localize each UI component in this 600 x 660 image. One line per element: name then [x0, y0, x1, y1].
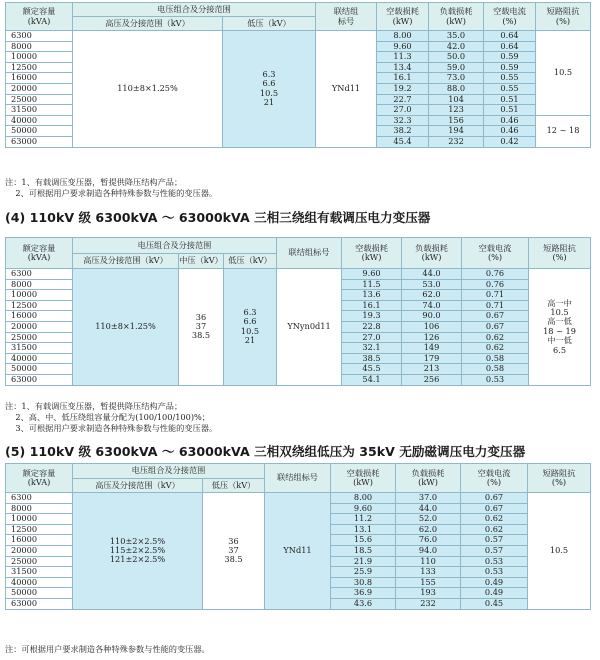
load-loss-cell: 53.0	[402, 279, 462, 290]
load-loss-cell: 232	[429, 136, 484, 147]
noload-current-cell: 0.71	[462, 300, 529, 311]
header-capacity: 额定容量 (kVA)	[6, 3, 73, 31]
noload-current-cell: 0.59	[484, 52, 536, 63]
noload-current-cell: 0.53	[462, 374, 529, 385]
capacity-cell: 20000	[6, 321, 73, 332]
load-loss-cell: 74.0	[402, 300, 462, 311]
vector-group-cell: YNd11	[265, 493, 331, 610]
load-loss-cell: 62.0	[402, 290, 462, 301]
noload-loss-cell: 13.1	[331, 524, 396, 535]
header-lv: 低压（kV）	[224, 254, 277, 269]
noload-loss-cell: 38.2	[377, 126, 429, 137]
load-loss-cell: 123	[429, 105, 484, 116]
hv-range-cell: 110±8×1.25%	[73, 31, 223, 148]
noload-current-cell: 0.51	[484, 105, 536, 116]
table-row	[6, 269, 591, 280]
header-hv: 高压及分接范围（kV）	[73, 17, 223, 31]
noload-loss-cell: 30.8	[331, 577, 396, 588]
capacity-cell: 8000	[6, 279, 73, 290]
noload-current-cell: 0.46	[484, 126, 536, 137]
noload-current-cell: 0.62	[461, 514, 528, 525]
load-loss-cell: 37.0	[396, 493, 461, 504]
noload-loss-cell: 9.60	[342, 269, 402, 280]
section-4-title: (4) 110kV 级 6300kVA ～ 63000kVA 三相三绕组有载调压电力变压器	[5, 210, 431, 225]
noload-loss-cell: 54.1	[342, 374, 402, 385]
noload-current-cell: 0.67	[462, 311, 529, 322]
mv-cell: 36 37 38.5	[179, 269, 224, 386]
header-impedance: 短路阻抗 (%)	[528, 464, 591, 493]
capacity-cell: 10000	[6, 514, 73, 525]
noload-loss-cell: 13.4	[377, 62, 429, 73]
load-loss-cell: 42.0	[429, 41, 484, 52]
load-loss-cell: 94.0	[396, 545, 461, 556]
load-loss-cell: 106	[402, 321, 462, 332]
noload-loss-cell: 8.00	[331, 493, 396, 504]
capacity-cell: 40000	[6, 577, 73, 588]
header-capacity: 额定容量 (kVA)	[6, 238, 73, 269]
noload-loss-cell: 8.00	[377, 31, 429, 42]
capacity-cell: 50000	[6, 126, 73, 137]
load-loss-cell: 149	[402, 343, 462, 354]
noload-current-cell: 0.57	[461, 545, 528, 556]
table1-notes: 注：1、有载调压变压器，暂提供降压结构产品； 2、可根据用户要求制造各种特殊参数与性能的变压器。	[5, 177, 218, 198]
table2-notes: 注：1、有载调压变压器，暂提供降压结构产品； 2、高、中、低压绕组容量分配为(100/100/100)%； 3、可根据用户要求制造各种特殊参数与性能的变压器。	[5, 401, 218, 433]
lv-cell: 36 37 38.5	[203, 493, 265, 610]
noload-loss-cell: 15.6	[331, 535, 396, 546]
noload-loss-cell: 36.9	[331, 588, 396, 599]
noload-current-cell: 0.76	[462, 279, 529, 290]
table3-notes: 注：可根据用户要求制造各种特殊参数与性能的变压器。	[5, 644, 210, 654]
lv-cell: 6.3 6.6 10.5 21	[224, 269, 277, 386]
capacity-cell: 16000	[6, 311, 73, 322]
noload-current-cell: 0.46	[484, 115, 536, 126]
noload-current-cell: 0.55	[484, 73, 536, 84]
header-voltage-group: 电压组合及分接范围	[73, 464, 265, 479]
capacity-cell: 50000	[6, 588, 73, 599]
load-loss-cell: 59.0	[429, 62, 484, 73]
header-vector-group: 联结组标号	[265, 464, 331, 493]
noload-loss-cell: 11.5	[342, 279, 402, 290]
capacity-cell: 12500	[6, 62, 73, 73]
table-body	[6, 493, 591, 610]
load-loss-cell: 232	[396, 598, 461, 609]
noload-current-cell: 0.58	[462, 353, 529, 364]
table-body	[6, 269, 591, 386]
noload-current-cell: 0.49	[461, 588, 528, 599]
header-vector-group: 联结组 标号	[316, 3, 377, 31]
noload-loss-cell: 9.60	[331, 503, 396, 514]
noload-loss-cell: 13.6	[342, 290, 402, 301]
load-loss-cell: 133	[396, 567, 461, 578]
capacity-cell: 25000	[6, 94, 73, 105]
capacity-cell: 31500	[6, 343, 73, 354]
load-loss-cell: 35.0	[429, 31, 484, 42]
capacity-cell: 63000	[6, 374, 73, 385]
impedance-cell: 10.5	[528, 493, 591, 610]
capacity-cell: 20000	[6, 83, 73, 94]
noload-current-cell: 0.57	[461, 535, 528, 546]
noload-current-cell: 0.62	[461, 524, 528, 535]
load-loss-cell: 88.0	[429, 83, 484, 94]
load-loss-cell: 156	[429, 115, 484, 126]
header-load-loss: 负载损耗 (kW)	[429, 3, 484, 31]
capacity-cell: 6300	[6, 269, 73, 280]
capacity-cell: 8000	[6, 503, 73, 514]
table-body	[6, 31, 591, 148]
noload-loss-cell: 32.3	[377, 115, 429, 126]
spec-table-1	[5, 2, 591, 148]
capacity-cell: 6300	[6, 493, 73, 504]
load-loss-cell: 194	[429, 126, 484, 137]
noload-current-cell: 0.53	[461, 567, 528, 578]
noload-loss-cell: 25.9	[331, 567, 396, 578]
noload-current-cell: 0.59	[484, 62, 536, 73]
spec-table-3	[5, 463, 591, 610]
capacity-cell: 10000	[6, 52, 73, 63]
noload-current-cell: 0.71	[462, 290, 529, 301]
noload-loss-cell: 43.6	[331, 598, 396, 609]
capacity-cell: 6300	[6, 31, 73, 42]
noload-loss-cell: 18.5	[331, 545, 396, 556]
header-impedance: 短路阻抗 (%)	[529, 238, 591, 269]
noload-loss-cell: 16.1	[342, 300, 402, 311]
noload-current-cell: 0.62	[462, 332, 529, 343]
load-loss-cell: 44.0	[396, 503, 461, 514]
noload-loss-cell: 22.8	[342, 321, 402, 332]
load-loss-cell: 62.0	[396, 524, 461, 535]
section-5-title: (5) 110kV 级 6300kVA ～ 63000kVA 三相双绕组低压为 35kV 无励磁调压电力变压器	[5, 444, 526, 459]
noload-current-cell: 0.49	[461, 577, 528, 588]
capacity-cell: 40000	[6, 115, 73, 126]
capacity-cell: 12500	[6, 524, 73, 535]
header-lv: 低压（kV）	[203, 479, 265, 493]
noload-current-cell: 0.42	[484, 136, 536, 147]
header-voltage-group: 电压组合及分接范围	[73, 238, 277, 254]
load-loss-cell: 213	[402, 364, 462, 375]
header-hv: 高压及分接范围（kV）	[73, 254, 179, 269]
noload-current-cell: 0.67	[461, 493, 528, 504]
noload-loss-cell: 9.60	[377, 41, 429, 52]
noload-current-cell: 0.64	[484, 41, 536, 52]
load-loss-cell: 155	[396, 577, 461, 588]
load-loss-cell: 110	[396, 556, 461, 567]
spec-table-2	[5, 237, 591, 386]
header-noload-current: 空载电流 (%)	[484, 3, 536, 31]
header-load-loss: 负载损耗 (kW)	[402, 238, 462, 269]
header-hv: 高压及分接范围（kV）	[73, 479, 203, 493]
noload-loss-cell: 22.7	[377, 94, 429, 105]
noload-current-cell: 0.45	[461, 598, 528, 609]
header-noload-current: 空载电流 (%)	[461, 464, 528, 493]
noload-current-cell: 0.76	[462, 269, 529, 280]
load-loss-cell: 126	[402, 332, 462, 343]
noload-current-cell: 0.67	[461, 503, 528, 514]
capacity-cell: 20000	[6, 545, 73, 556]
load-loss-cell: 256	[402, 374, 462, 385]
header-impedance: 短路阻抗 (%)	[536, 3, 591, 31]
capacity-cell: 16000	[6, 535, 73, 546]
capacity-cell: 63000	[6, 598, 73, 609]
noload-loss-cell: 45.4	[377, 136, 429, 147]
load-loss-cell: 104	[429, 94, 484, 105]
capacity-cell: 8000	[6, 41, 73, 52]
capacity-cell: 40000	[6, 353, 73, 364]
capacity-cell: 31500	[6, 567, 73, 578]
noload-loss-cell: 27.0	[342, 332, 402, 343]
table-row	[6, 493, 591, 504]
capacity-cell: 25000	[6, 556, 73, 567]
impedance-cell: 12 ~ 18	[536, 115, 591, 147]
capacity-cell: 31500	[6, 105, 73, 116]
noload-loss-cell: 19.2	[377, 83, 429, 94]
load-loss-cell: 50.0	[429, 52, 484, 63]
load-loss-cell: 179	[402, 353, 462, 364]
impedance-cell: 10.5	[536, 31, 591, 116]
impedance-cell: 高一中 10.5 高一低 18 ~ 19 中一低 6.5	[529, 269, 591, 386]
header-noload-current: 空载电流 (%)	[462, 238, 529, 269]
vector-group-cell: YNyn0d11	[277, 269, 342, 386]
hv-range-cell: 110±8×1.25%	[73, 269, 179, 386]
header-lv: 低压（kV）	[223, 17, 316, 31]
header-voltage-group: 电压组合及分接范围	[73, 3, 316, 17]
capacity-cell: 10000	[6, 290, 73, 301]
capacity-cell: 50000	[6, 364, 73, 375]
noload-loss-cell: 38.5	[342, 353, 402, 364]
header-load-loss: 负载损耗 (kW)	[396, 464, 461, 493]
load-loss-cell: 73.0	[429, 73, 484, 84]
vector-group-cell: YNd11	[316, 31, 377, 148]
noload-loss-cell: 27.0	[377, 105, 429, 116]
lv-cell: 6.3 6.6 10.5 21	[223, 31, 316, 148]
hv-range-cell: 110±2×2.5% 115±2×2.5% 121±2×2.5%	[73, 493, 203, 610]
noload-loss-cell: 21.9	[331, 556, 396, 567]
header-vector-group: 联结组标号	[277, 238, 342, 269]
load-loss-cell: 52.0	[396, 514, 461, 525]
load-loss-cell: 76.0	[396, 535, 461, 546]
noload-current-cell: 0.51	[484, 94, 536, 105]
table-row	[6, 31, 591, 42]
capacity-cell: 12500	[6, 300, 73, 311]
capacity-cell: 25000	[6, 332, 73, 343]
header-mv: 中压（kV）	[179, 254, 224, 269]
noload-loss-cell: 11.2	[331, 514, 396, 525]
noload-current-cell: 0.53	[461, 556, 528, 567]
noload-loss-cell: 32.1	[342, 343, 402, 354]
load-loss-cell: 90.0	[402, 311, 462, 322]
header-noload-loss: 空载损耗 (kW)	[342, 238, 402, 269]
header-capacity: 额定容量 (kVA)	[6, 464, 73, 493]
noload-current-cell: 0.55	[484, 83, 536, 94]
header-noload-loss: 空载损耗 (kW)	[377, 3, 429, 31]
load-loss-cell: 44.0	[402, 269, 462, 280]
load-loss-cell: 193	[396, 588, 461, 599]
noload-loss-cell: 45.5	[342, 364, 402, 375]
noload-current-cell: 0.62	[462, 343, 529, 354]
capacity-cell: 16000	[6, 73, 73, 84]
noload-current-cell: 0.58	[462, 364, 529, 375]
noload-loss-cell: 11.3	[377, 52, 429, 63]
header-noload-loss: 空载损耗 (kW)	[331, 464, 396, 493]
noload-loss-cell: 16.1	[377, 73, 429, 84]
noload-current-cell: 0.64	[484, 31, 536, 42]
noload-loss-cell: 19.3	[342, 311, 402, 322]
noload-current-cell: 0.67	[462, 321, 529, 332]
capacity-cell: 63000	[6, 136, 73, 147]
